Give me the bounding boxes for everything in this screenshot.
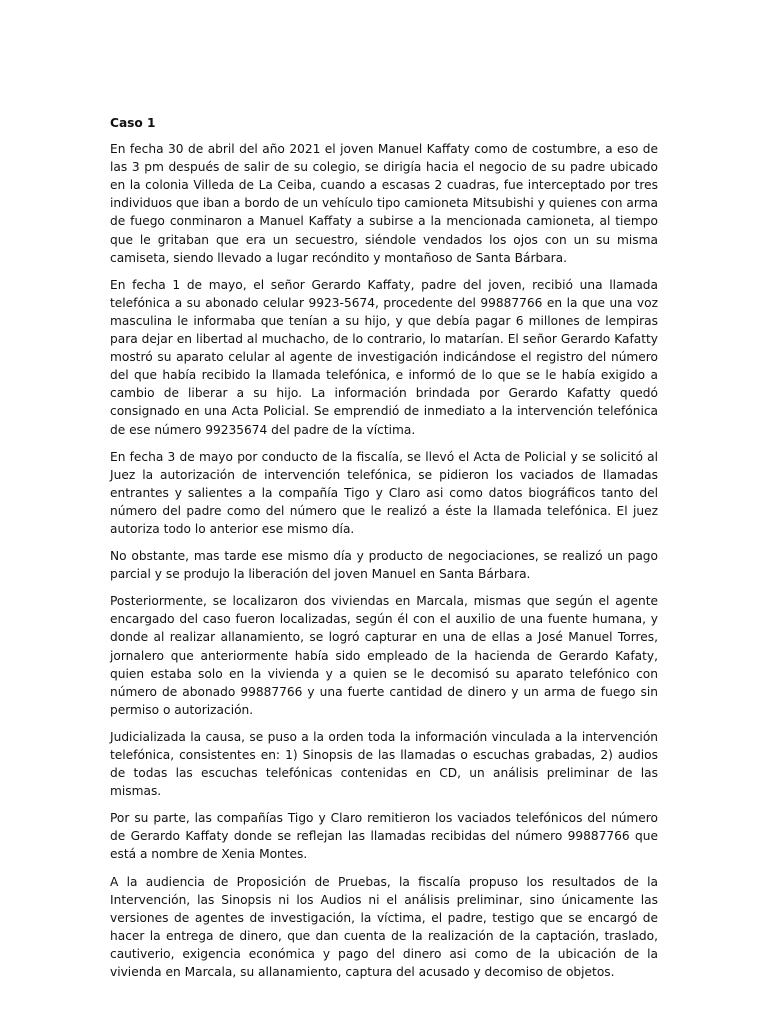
paragraph-ransom-call: En fecha 1 de mayo, el señor Gerardo Kaffaty, padre del joven, recibió una llamada telefónica a su abonado celular 9923-5674, procedente del 99887766 en la que una voz masculina le informaba que tenían a su hijo, y que debía pagar 6 millones de lempiras para dejar en libertad al muchacho, de lo contrario, lo matarían. El señor Gerardo Kafatty mostró su aparato celular al agente de investigación indicándose el registro del número del que había recibido la llamada telefónica, e informó de lo que se le había exigido a cambio de liberar a su hijo. La información brindada por Gerardo Kafatty quedó consignado en una Acta Policial. Se emprendió de inmediato a la intervención telefónica de ese número 99235674 del padre de la víctima. (110, 277, 658, 437)
paragraph-kidnapping: En fecha 30 de abril del año 2021 el joven Manuel Kaffaty como de costumbre, a eso de las 3 pm después de salir de su colegio, se dirigía hacia el negocio de su padre ubicado en la colonia Villeda de La Ceiba, cuando a escasas 2 cuadras, fue interceptado por tres individuos que iban a bordo de un vehículo tipo camioneta Mitsubishi y quienes con arma de fuego conminaron a Manuel Kaffaty a subirse a la mencionada camioneta, al tiempo que le gritaban que era un secuestro, siéndole vendados los ojos con un su misma camiseta, siendo llevado a lugar recóndito y montañoso de Santa Bárbara. (110, 142, 658, 265)
document-heading: Caso 1 (110, 116, 156, 130)
document-page (110, 114, 658, 990)
paragraph-phone-records: Por su parte, las compañías Tigo y Claro remitieron los vaciados telefónicos del número de Gerardo Kaffaty donde se reflejan las llamadas recibidas del número 99887766 que está a nombre de Xenia Montes. (110, 811, 658, 862)
paragraph-judicialization: Judicializada la causa, se puso a la orden toda la información vinculada a la intervención telefónica, consistentes en: 1) Sinopsis de las llamadas o escuchas grabadas, 2) audios de todas las escuchas telefónicas contenidas en CD, un análisis preliminar de las mismas. (110, 729, 658, 799)
paragraph-release: No obstante, mas tarde ese mismo día y producto de negociaciones, se realizó un pago parcial y se produjo la liberación del joven Manuel en Santa Bárbara. (110, 549, 658, 582)
paragraph-search-and-capture: Posteriormente, se localizaron dos viviendas en Marcala, mismas que según el agente encargado del caso fueron localizadas, según él con el auxilio de una fuente humana, y donde al realizar allanamiento, se logró capturar en una de ellas a José Manuel Torres, jornalero que anteriormente había sido empleado de la hacienda de Gerardo Kafaty, quien estaba solo en la vivienda y a quien se le decomisó su aparato telefónico con número de abonado 99887766 y una fuerte cantidad de dinero y un arma de fuego sin permiso o autorización. (110, 594, 658, 717)
paragraph-evidence-hearing: A la audiencia de Proposición de Pruebas, la fiscalía propuso los resultados de la Intervención, las Sinopsis ni los Audios ni el análisis preliminar, sino únicamente las versiones de agentes de investigación, la víctima, el padre, testigo que se encargó de hacer la entrega de dinero, que dan cuenta de la realización de la captación, traslado, cautiverio, exigencia económica y pago del dinero asi como de la ubicación de la vivienda en Marcala, su allanamiento, captura del acusado y decomiso de objetos. (110, 874, 658, 980)
paragraph-judicial-authorization: En fecha 3 de mayo por conducto de la fiscalía, se llevó el Acta de Policial y se solicitó al Juez la autorización de intervención telefónica, se pidieron los vaciados de llamadas entrantes y salientes a la compañía Tigo y Claro asi como datos biográficos tanto del número del padre como del número que le realizó a éste la llamada telefónica. El juez autoriza todo lo anterior ese mismo día. (110, 449, 658, 536)
